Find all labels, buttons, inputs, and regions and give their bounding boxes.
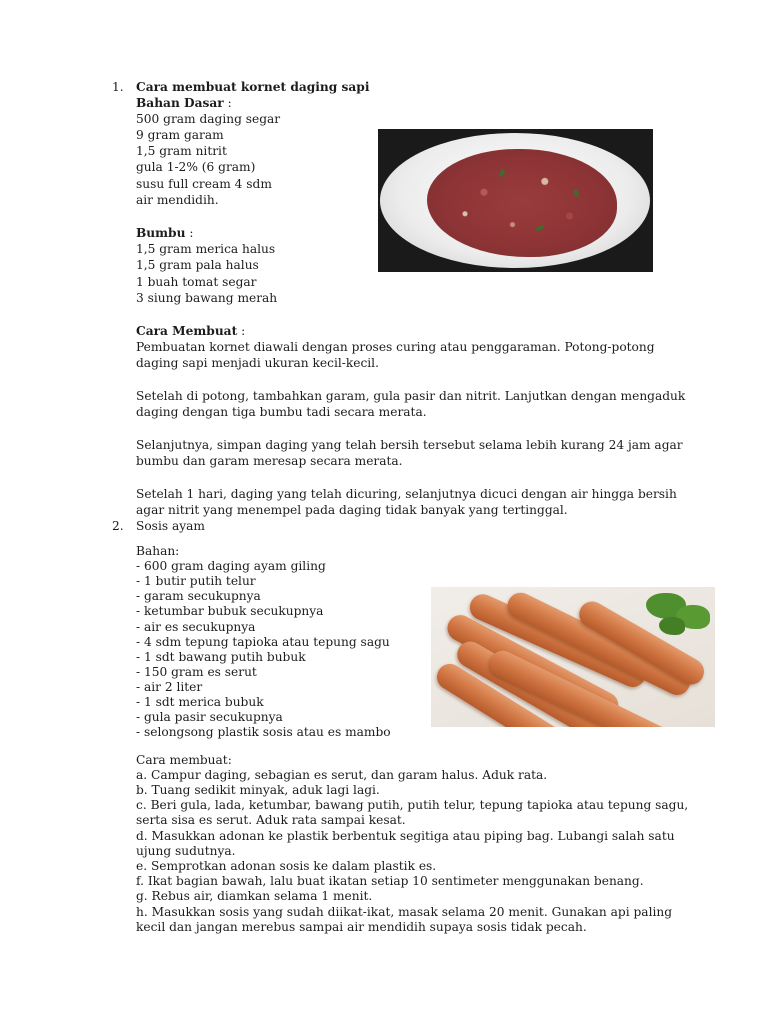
sosis-bahan-item: - air 2 liter	[136, 680, 203, 694]
bahan-dasar-heading	[136, 96, 232, 111]
sosis-bahan-item: - 1 butir putih telur	[136, 574, 256, 588]
cara-line: Pembuatan kornet diawali dengan proses curing atau penggaraman. Potong-potong	[136, 340, 655, 354]
sosis-bahan-item: - air es secukupnya	[136, 620, 256, 634]
bumbu-item: 1 buah tomat segar	[136, 275, 257, 289]
sosis-bahan-item: - gula pasir secukupnya	[136, 710, 283, 724]
section-title-kornet: Cara membuat kornet daging sapi	[136, 80, 370, 94]
sosis-bahan-item: - 150 gram es serut	[136, 665, 257, 679]
bahan-item: 1,5 gram nitrit	[136, 144, 227, 158]
bumbu-label: Bumbu	[136, 226, 186, 240]
list-number-1: 1.	[112, 80, 124, 94]
sosis-bahan-item: - 4 sdm tepung tapioka atau tepung sagu	[136, 635, 390, 649]
sosis-cara-line: ujung sudutnya.	[136, 844, 236, 858]
cara-membuat-label: Cara Membuat	[136, 324, 238, 338]
sosis-bahan-item: - selongsong plastik sosis atau es mambo	[136, 725, 391, 739]
bumbu-heading	[136, 226, 193, 241]
sosis-cara-line: c. Beri gula, lada, ketumbar, bawang putih, putih telur, tepung tapioka atau tepung sagu,	[136, 798, 689, 812]
sosis-bahan-item: - 600 gram daging ayam giling	[136, 559, 326, 573]
cara-line: daging dengan tiga bumbu tadi secara merata.	[136, 405, 427, 419]
sosis-cara-line: b. Tuang sedikit minyak, aduk lagi lagi.	[136, 783, 380, 797]
cara-membuat-colon: :	[237, 324, 246, 338]
corned-beef-photo	[378, 129, 653, 272]
sosis-cara-line: f. Ikat bagian bawah, lalu buat ikatan setiap 10 sentimeter menggunakan benang.	[136, 874, 644, 888]
sosis-cara-line: d. Masukkan adonan ke plastik berbentuk segitiga atau piping bag. Lubangi salah satu	[136, 829, 675, 843]
sosis-cara-line: a. Campur daging, sebagian es serut, dan garam halus. Aduk rata.	[136, 768, 548, 782]
bumbu-item: 1,5 gram pala halus	[136, 258, 259, 272]
sosis-cara-heading: Cara membuat:	[136, 753, 232, 767]
sosis-bahan-item: - 1 sdt bawang putih bubuk	[136, 650, 306, 664]
sosis-bahan-item: - garam secukupnya	[136, 589, 261, 603]
bahan-item: 9 gram garam	[136, 128, 224, 142]
bahan-item: susu full cream 4 sdm	[136, 177, 272, 191]
section-title-sosis: Sosis ayam	[136, 519, 205, 533]
cilantro-leaf	[659, 617, 685, 635]
sosis-bahan-item: - 1 sdt merica bubuk	[136, 695, 264, 709]
cara-line: bumbu dan garam meresap secara merata.	[136, 454, 403, 468]
bahan-item: gula 1-2% (6 gram)	[136, 160, 256, 174]
cara-line: Selanjutnya, simpan daging yang telah bersih tersebut selama lebih kurang 24 jam agar	[136, 438, 683, 452]
cara-membuat-heading	[136, 324, 245, 339]
bumbu-item: 1,5 gram merica halus	[136, 242, 276, 256]
list-number-2: 2.	[112, 519, 124, 533]
bahan-dasar-label: Bahan Dasar	[136, 96, 224, 110]
sosis-cara-line: h. Masukkan sosis yang sudah diikat-ikat, masak selama 20 menit. Gunakan api paling	[136, 905, 673, 919]
cara-line: Setelah 1 hari, daging yang telah dicuring, selanjutnya dicuci dengan air hingga bersih	[136, 487, 677, 501]
bumbu-item: 3 siung bawang merah	[136, 291, 278, 305]
cara-line: agar nitrit yang menempel pada daging tidak banyak yang tertinggal.	[136, 503, 568, 517]
sosis-cara-line: e. Semprotkan adonan sosis ke dalam plastik es.	[136, 859, 437, 873]
sosis-bahan-heading: Bahan:	[136, 544, 180, 558]
bahan-item: air mendidih.	[136, 193, 219, 207]
sosis-cara-line: serta sisa es serut. Aduk rata sampai kesat.	[136, 813, 406, 827]
sausage-photo	[431, 587, 715, 727]
bahan-dasar-colon: :	[223, 96, 232, 110]
sosis-bahan-item: - ketumbar bubuk secukupnya	[136, 604, 324, 618]
sosis-cara-line: kecil dan jangan merebus sampai air mendidih supaya sosis tidak pecah.	[136, 920, 587, 934]
bumbu-colon: :	[185, 226, 194, 240]
sosis-cara-line: g. Rebus air, diamkan selama 1 menit.	[136, 889, 373, 903]
cara-line: daging sapi menjadi ukuran kecil-kecil.	[136, 356, 379, 370]
bahan-item: 500 gram daging segar	[136, 112, 281, 126]
cara-line: Setelah di potong, tambahkan garam, gula pasir dan nitrit. Lanjutkan dengan mengaduk	[136, 389, 686, 403]
